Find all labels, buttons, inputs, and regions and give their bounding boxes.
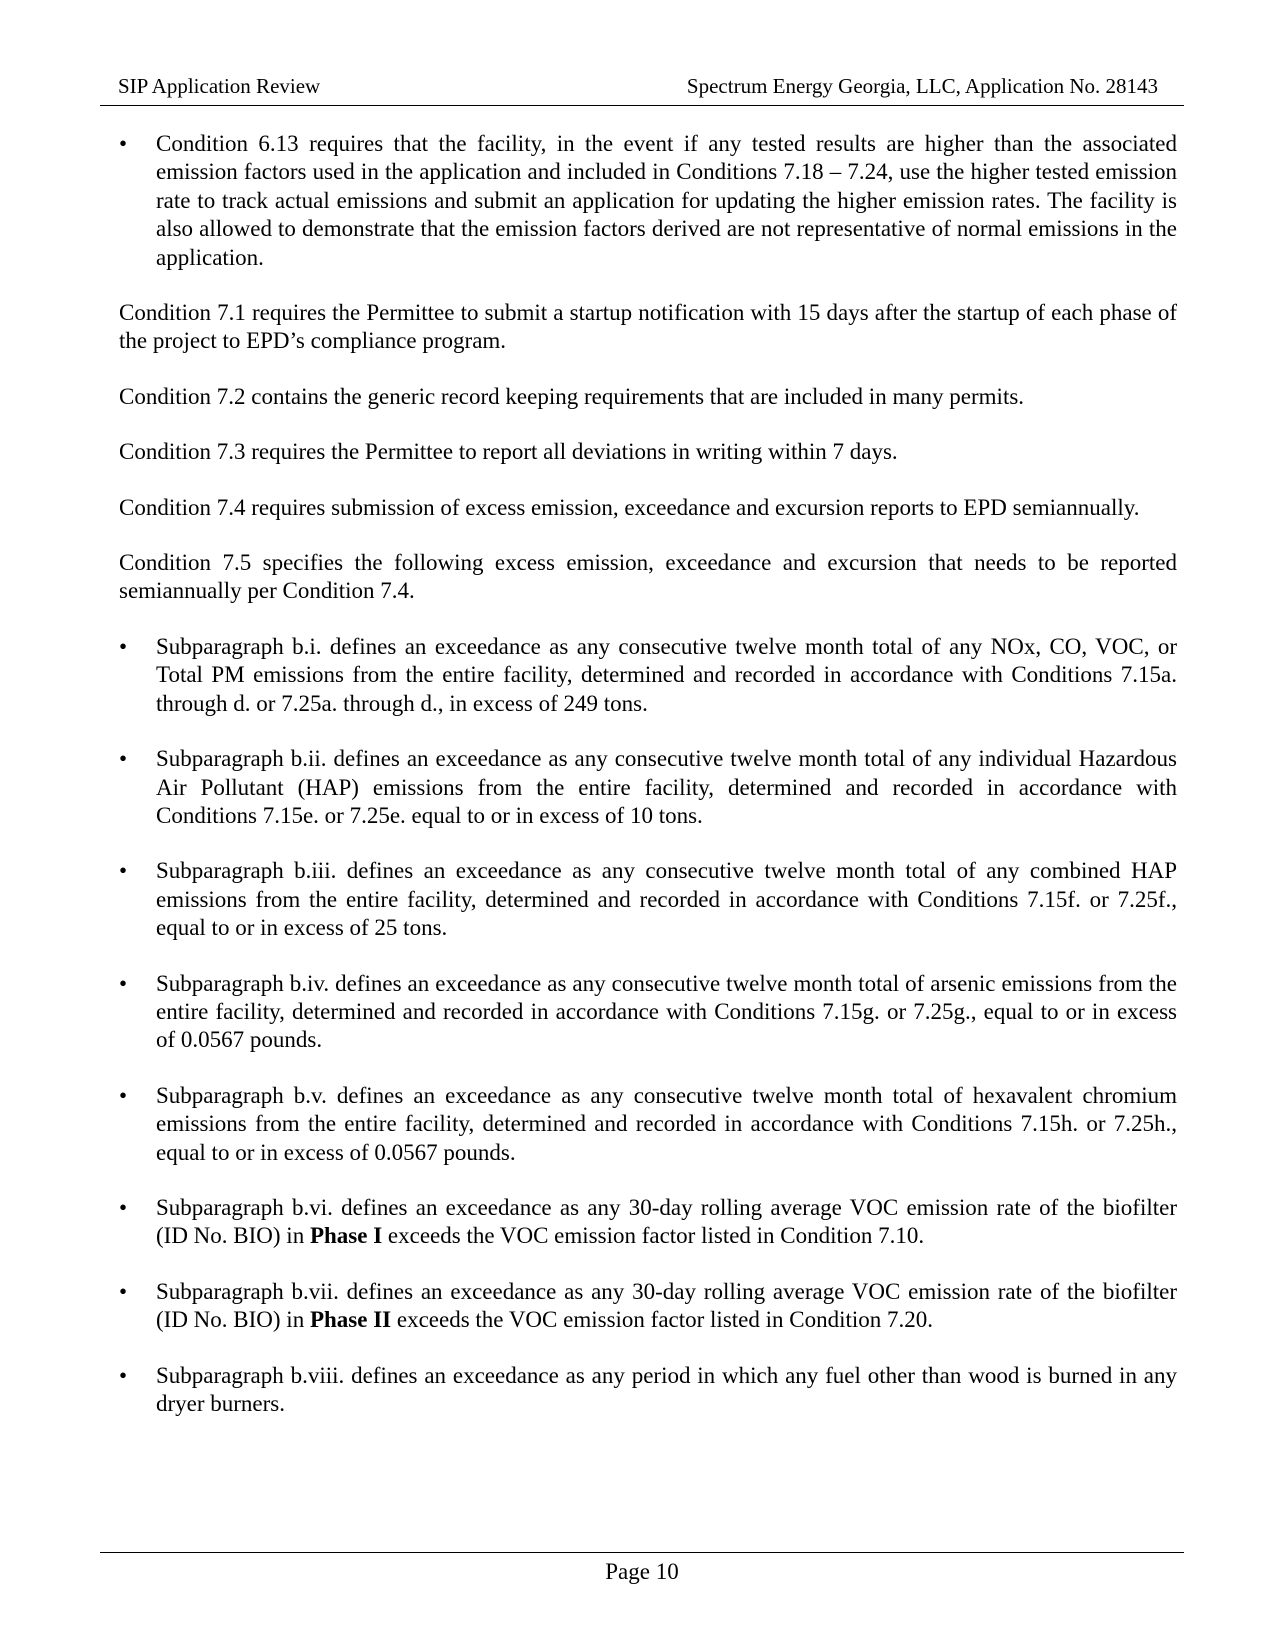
bullet-subparagraph-b-vi bbox=[119, 1194, 1177, 1251]
phase-i-bold: Phase I bbox=[309, 1223, 383, 1249]
bullet-text bbox=[156, 1279, 1177, 1332]
bullet-icon: • bbox=[119, 858, 128, 884]
bullet-text-pre: Subparagraph b.vii. defines an exceedance as any 30-day rolling average VOC emission rate of the biofilter (ID No. BIO) in bbox=[156, 1278, 1177, 1333]
paragraph-condition-7-1: Condition 7.1 requires the Permittee to submit a startup notification with 15 days after the startup of each phase of the project to EPD’s compliance program. bbox=[119, 300, 1177, 354]
bullet-text: Subparagraph b.iii. defines an exceedance as any consecutive twelve month total of any combined HAP emissions from the entire facility, determined and recorded in accordance with Conditions 7.15f. or 7.25f., equal to or in excess of 25 tons. bbox=[156, 858, 1177, 941]
bullet-subparagraph-b-iii bbox=[119, 857, 1177, 942]
bullet-subparagraph-b-v bbox=[119, 1082, 1177, 1167]
bullet-subparagraph-b-ii bbox=[119, 745, 1177, 830]
paragraph-condition-7-3: Condition 7.3 requires the Permittee to report all deviations in writing within 7 days. bbox=[119, 439, 898, 465]
bullet-text: Condition 6.13 requires that the facility, in the event if any tested results are higher than the associated emission factors used in the application and included in Conditions 7.18 – 7.24, use the higher tested emission rate to track actual emissions and submit an application for updating the higher emission rates. The facility is also allowed to demonstrate that the emission factors derived are not representative of normal emissions in the application. bbox=[156, 131, 1177, 270]
bullet-condition-6-13 bbox=[119, 130, 1177, 272]
bullet-icon: • bbox=[119, 746, 128, 772]
document-body bbox=[119, 130, 1177, 1418]
page-header bbox=[100, 74, 1184, 106]
bullet-subparagraph-b-viii bbox=[119, 1362, 1177, 1419]
phase-ii-bold: Phase II bbox=[309, 1307, 392, 1333]
bullet-text-pre: Subparagraph b.vi. defines an exceedance as any 30-day rolling average VOC emission rate of the biofilter (ID No. BIO) in bbox=[156, 1194, 1177, 1249]
bullet-text bbox=[156, 1195, 1177, 1248]
bullet-icon: • bbox=[119, 970, 128, 996]
paragraph-condition-7-2: Condition 7.2 contains the generic record keeping requirements that are included in many permits. bbox=[119, 383, 1025, 409]
header-application-info: Spectrum Energy Georgia, LLC, Application No. 28143 bbox=[686, 74, 1158, 98]
bullet-text: Subparagraph b.iv. defines an exceedance as any consecutive twelve month total of arsenic emissions from the entire facility, determined and recorded in accordance with Conditions 7.15g. or 7.25g., equal to or in excess of 0.0567 pounds. bbox=[156, 970, 1177, 1053]
paragraph-condition-7-5: Condition 7.5 specifies the following excess emission, exceedance and excursion that needs to be reported semiannually per Condition 7.4. bbox=[119, 550, 1177, 604]
page-number: Page 10 bbox=[605, 1559, 679, 1584]
bullet-icon: • bbox=[119, 1194, 128, 1220]
bullet-text: Subparagraph b.i. defines an exceedance as any consecutive twelve month total of any NOx, CO, VOC, or Total PM emissions from the entire facility, determined and recorded in accordance with Conditions 7.15a. through d. or 7.25a. through d., in excess of 249 tons. bbox=[156, 633, 1177, 716]
bullet-icon: • bbox=[119, 1278, 128, 1304]
bullet-text-post: exceeds the VOC emission factor listed in Condition 7.20. bbox=[391, 1307, 934, 1333]
bullet-text: Subparagraph b.v. defines an exceedance as any consecutive twelve month total of hexavalent chromium emissions from the entire facility, determined and recorded in accordance with Conditions 7.15h. or 7.25h., equal to or in excess of 0.0567 pounds. bbox=[156, 1082, 1177, 1165]
bullet-subparagraph-b-i bbox=[119, 633, 1177, 718]
bullet-icon: • bbox=[119, 1362, 128, 1388]
bullet-icon: • bbox=[119, 131, 128, 156]
bullet-text-post: exceeds the VOC emission factor listed in Condition 7.10. bbox=[382, 1223, 925, 1249]
bullet-subparagraph-b-vii bbox=[119, 1278, 1177, 1335]
bullet-text: Subparagraph b.viii. defines an exceedance as any period in which any fuel other than wood is burned in any dryer burners. bbox=[156, 1362, 1177, 1416]
bullet-subparagraph-b-iv bbox=[119, 970, 1177, 1055]
bullet-icon: • bbox=[119, 1082, 128, 1108]
paragraph-condition-7-4: Condition 7.4 requires submission of excess emission, exceedance and excursion reports to EPD semiannually. bbox=[119, 494, 1140, 520]
page-footer bbox=[100, 1552, 1184, 1585]
bullet-text: Subparagraph b.ii. defines an exceedance as any consecutive twelve month total of any individual Hazardous Air Pollutant (HAP) emissions from the entire facility, determined and recorded in accordance with Conditions 7.15e. or 7.25e. equal to or in excess of 10 tons. bbox=[156, 746, 1177, 828]
header-document-title: SIP Application Review bbox=[118, 74, 321, 98]
bullet-icon: • bbox=[119, 633, 128, 659]
